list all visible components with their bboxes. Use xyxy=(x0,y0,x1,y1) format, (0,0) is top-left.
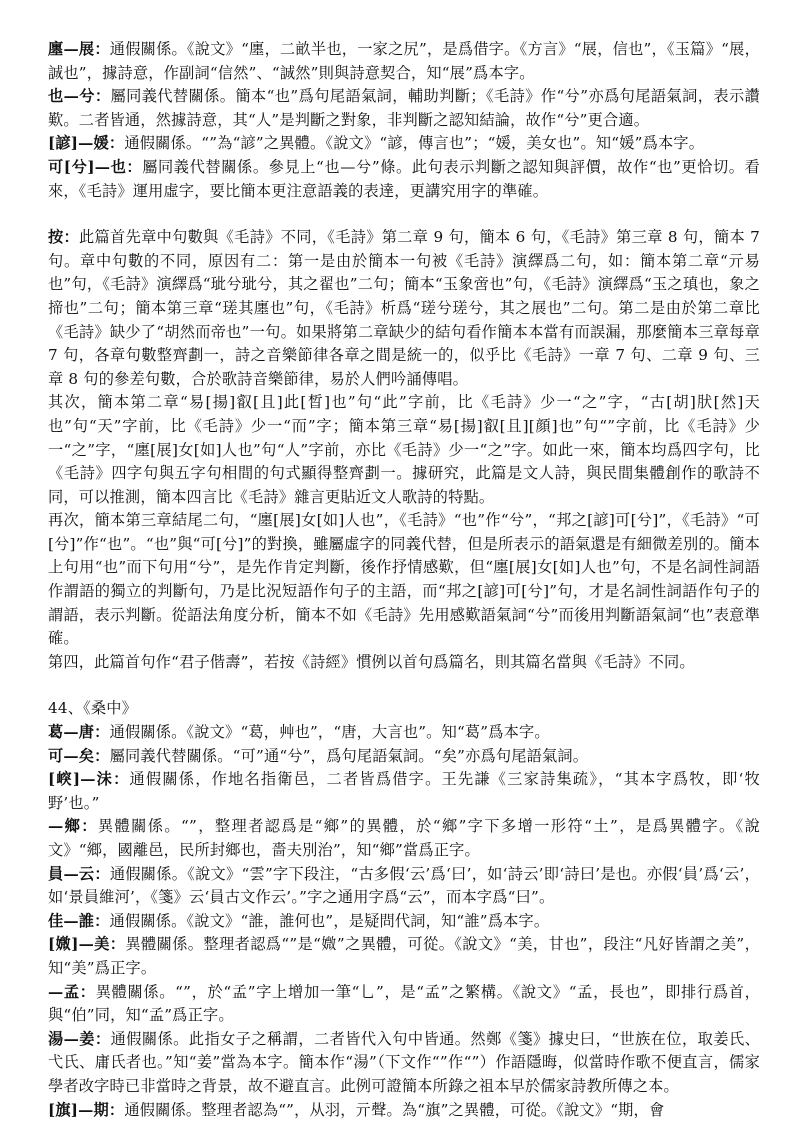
commentary-text: 第四，此篇首句作“君子偕壽”，若按《詩經》慣例以首句爲篇名，則其篇名當與《毛詩》不同。 xyxy=(48,652,695,671)
entry-text: 屬同義代替關係。參見上“也—兮”條。此句表示判斷之認知與評價，故作“也”更恰切。看來，《毛詩》運用虛字，要比簡本更注意語義的表達，更講究用字的準確。 xyxy=(48,157,760,200)
commentary-paragraph xyxy=(48,509,760,651)
entry-text: 通假關係，作地名指衛邑，二者皆爲借字。王先謙《三家詩集疏》，“其本字爲牧，即‘牧野’也。” xyxy=(48,770,760,812)
annotation-entry xyxy=(48,933,760,980)
spacer xyxy=(48,203,760,226)
entry-text: 通假關係。此指女子之稱謂，二者皆代入句中皆通。然鄭《箋》據史曰，“世族在位，取姜氏、弋氏、庸氏者也。”知“姜”當為本字。簡本作“湯”（下文作“”作“”）作語隱晦，似當時作歌不便直言，儒家學者改字時已非當時之背景，故不避直言。此例可證簡本所錄之祖本早於儒家詩教所傳之本。 xyxy=(48,1029,760,1095)
entry-head: 廛—展： xyxy=(48,40,110,58)
entry-head: 也—兮： xyxy=(48,87,111,106)
entry-head: [旗]—期： xyxy=(48,1100,125,1119)
entry-head: 員—云： xyxy=(48,864,110,883)
annotation-entry xyxy=(48,1028,760,1099)
entry-head: [媺]—美： xyxy=(48,935,126,954)
entry-head: 佳—誰： xyxy=(48,911,110,930)
entry-head: —孟： xyxy=(48,982,96,1001)
entry-head: 可—矣： xyxy=(48,746,110,765)
annotation-entry xyxy=(48,38,760,85)
annotation-entry xyxy=(48,156,760,203)
entry-text: 通假關係。《說文》“廛，二畝半也，一家之尻”，是爲借字。《方言》“展，信也”，《玉篇》“展，誠也”，據詩意，作副詞“信然”、“誠然”則與詩意契合，知“展”爲本字。 xyxy=(48,40,760,82)
commentary-text: 此篇首先章中句數與《毛詩》不同，《毛詩》第二章 9 句，簡本 6 句，《毛詩》第三章 8 句，簡本 7 句。章中句數的不同，原因有二：第一是由於簡本一句被《毛詩》演繹爲二句，如：簡本第二章“亓易也”句，《毛詩》演繹爲“玼兮玼兮，其之翟也”二句；簡本“玉象啻也”句，《毛詩》演繹爲“玉之瑱也，象之揥也”二句；簡本第三章“瑳其廛也”句，《毛詩》析爲“瑳兮瑳兮，其之展也”二句。第二是由於第二章比《毛詩》缺少了“胡然而帝也”一句。如果將第二章缺少的結句看作簡本本當有而誤漏，那麼簡本三章每章 7 句，各章句數整齊劃一，詩之音樂節律各章之間是統一的，似乎比《毛詩》一章 7 句、二章 9 句、三章 8 句的參差句數，合於歌詩音樂節律，易於人們吟誦傳唱。 xyxy=(48,228,760,388)
commentary-block xyxy=(48,226,760,674)
entry-head: [諺]—媛： xyxy=(48,134,125,153)
entry-head: [㟮]—沬： xyxy=(48,770,130,789)
annotation-block-2 xyxy=(48,721,760,1122)
annotation-entry xyxy=(48,132,760,156)
commentary-paragraph xyxy=(48,651,760,675)
commentary-text: 其次，簡本第二章“易[揚]叡[且]此[晳]也”句“此”字前，比《毛詩》少一“之”字，“古[胡]肰[然]天也”句“天”字前，比《毛詩》少一“而”字；簡本第三章“易[揚]叡[且][顔]也”句“”字前，比《毛詩》少一“之”字，“廛[展]女[如]人也”句“人”字前，亦比《毛詩》少一“之”字。如此一來，簡本均爲四字句，比《毛詩》四字句與五字句相間的句式顯得整齊劃一。據研究，此篇是文人詩，與民間集體創作的歌詩不同，可以推測，簡本四言比《毛詩》雜言更貼近文人歌詩的特點。 xyxy=(48,393,760,506)
entry-text: 屬同義代替關係。“可”通“兮”，爲句尾語氣詞。“矣”亦爲句尾語氣詞。 xyxy=(109,746,589,765)
entry-text: 通假關係。整理者認為“”，从羽，亓聲。為“旗”之異體，可從。《說文》“期，會 xyxy=(124,1100,665,1119)
entry-head: 湯—姜： xyxy=(48,1029,111,1048)
annotation-entry xyxy=(48,910,760,934)
annotation-entry xyxy=(48,745,760,769)
entry-text: 通假關係。《說文》“雲”字下段注，“古多假‘云’爲‘曰’，如‘詩云’即‘詩曰’是也。亦假‘員’爲‘云’，如‘景員維河’，《箋》云‘員古文作云’。”字之通用字爲“云”，而本字爲“曰”。 xyxy=(48,864,760,907)
entry-text: 通假關係。“”為“諺”之異體。《說文》“諺，傳言也”；“媛，美女也”。知“媛”爲本字。 xyxy=(124,134,705,153)
annotation-entry xyxy=(48,863,760,910)
entry-text: 屬同義代替關係。簡本“也”爲句尾語氣詞，輔助判斷；《毛詩》作“兮”亦爲句尾語氣詞，表示讚歎。二者皆通，然據詩意，其“人”是判斷之對象，非判斷之認知結論，故作“兮”更合適。 xyxy=(48,87,760,129)
spacer xyxy=(48,674,760,697)
annotation-entry xyxy=(48,721,760,745)
annotation-entry xyxy=(48,1099,760,1123)
section-title: 44、《桑中》 xyxy=(48,699,138,718)
annotation-entry xyxy=(48,768,760,815)
annotation-entry xyxy=(48,85,760,132)
annotation-entry xyxy=(48,981,760,1028)
entry-head: 葛—唐： xyxy=(48,723,110,742)
entry-text: 通假關係。《說文》“誰，誰何也”，是疑問代詞，知“誰”爲本字。 xyxy=(109,911,550,930)
entry-text: 異體關係。“”，整理者認爲是“鄉”的異體，於“鄉”字下多增一形符“土”，是爲異體字。《說文》“鄉，國離邑，民所封鄉也，嗇夫別治”，知“鄉”當爲正字。 xyxy=(48,817,760,859)
entry-text: 異體關係。整理者認爲“”是“媺”之異體，可從。《說文》“美，甘也”，段注“凡好皆謂之美”，知“美”爲正字。 xyxy=(48,935,760,977)
entry-head: —鄉： xyxy=(48,817,98,836)
document-page xyxy=(48,38,760,1122)
entry-head: 可[兮]—也： xyxy=(48,157,143,176)
commentary-paragraph xyxy=(48,226,760,391)
entry-text: 通假關係。《說文》“葛，艸也”，“唐，大言也”。知“葛”爲本字。 xyxy=(109,723,550,742)
entry-text: 異體關係。“”，於“孟”字上增加一筆“乚”，是“孟”之繁構。《說文》“孟，長也”，即排行爲首，與“伯”同，知“孟”爲正字。 xyxy=(48,982,760,1025)
commentary-text: 再次，簡本第三章結尾二句，“廛[展]女[如]人也”，《毛詩》“也”作“兮”，“邦之[諺]可[兮]”，《毛詩》“可[兮]”作“也”。“也”與“可[兮]”的對換，雖屬虛字的同義代替，但是所表示的語氣還是有細微差別的。簡本上句用“也”而下句用“兮”，是先作肯定判斷，後作抒情感歎，但“廛[展]女[如]人也”句，不是名詞性詞語作謂語的獨立的判斷句，乃是比況短語作句子的主語，而“邦之[諺]可[兮]”句，才是名詞性詞語作句子的謂語，表示判斷。從語法角度分析，簡本不如《毛詩》先用感歎語氣詞“兮”而後用判斷語氣詞“也”表意準確。 xyxy=(48,511,760,648)
commentary-head: 按： xyxy=(48,228,80,247)
annotation-entry xyxy=(48,815,760,862)
annotation-block-1 xyxy=(48,38,760,203)
commentary-paragraph xyxy=(48,391,760,509)
